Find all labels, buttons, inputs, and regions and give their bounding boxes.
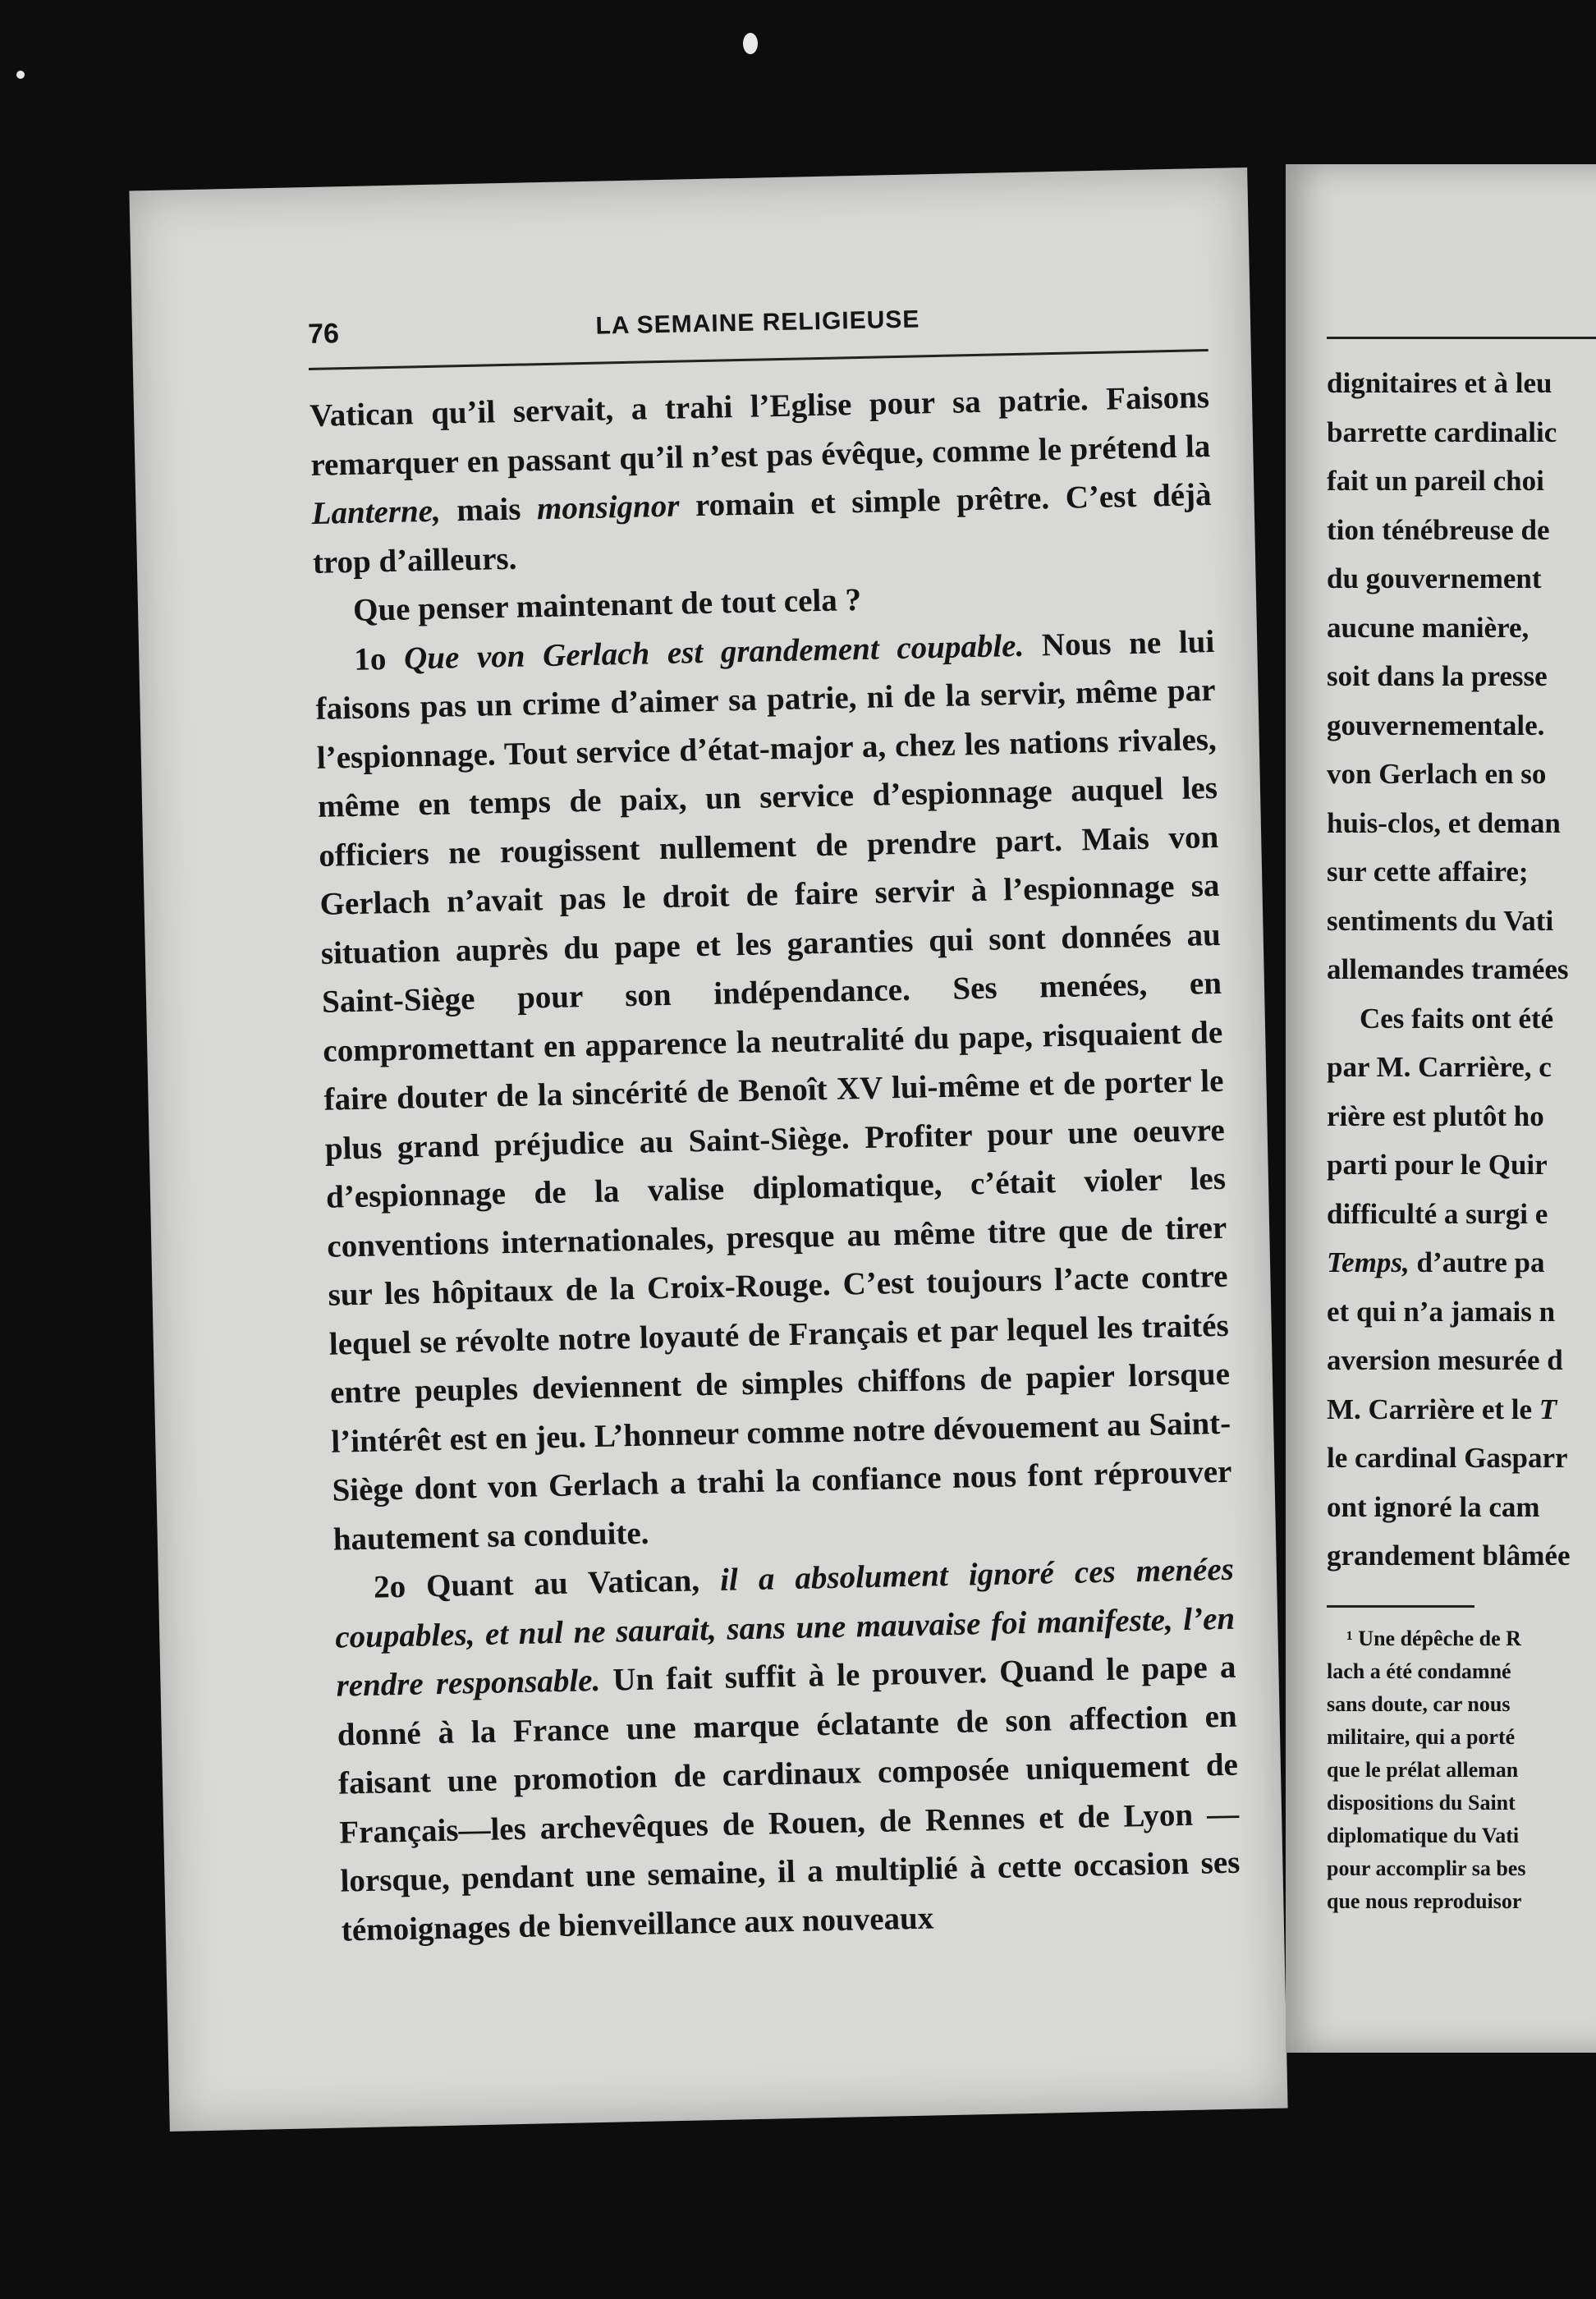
text-line: sentiments du Vati bbox=[1327, 904, 1554, 937]
text-line: parti pour le Quir bbox=[1327, 1149, 1548, 1181]
text-line: von Gerlach en so bbox=[1327, 758, 1547, 790]
text-line: huis-clos, et deman bbox=[1327, 806, 1561, 839]
footnote-line: sans doute, car nous bbox=[1327, 1691, 1511, 1716]
text-line: grandement blâmée bbox=[1327, 1540, 1571, 1572]
text-run: Vatican qu’il servait, a trahi l’Eglise pour sa patrie. Faisons remarquer en passant qu’il n’est pas évêque, comme le prétend la bbox=[309, 379, 1211, 483]
text-line: tion ténébreuse de bbox=[1327, 513, 1550, 546]
text-run: Nous ne lui faisons pas un crime d’aimer sa patrie, ni de la servir, même par l’espionnage. Tout service d’état-major a, chez les nations rivales, même en temps de paix, un service d’espionnage auquel les officiers ne rougissent nullement de prendre part. Mais von Gerlach n’avait pas le droit de faire servir à l’espionnage sa situation auprès du pape et les garanties qui sont données au Saint-Siège pour son indépendance. Ses menées, en compromettant en apparence la neutralité du pape, risquaient de faire douter de la sincérité de Benoît XV lui-même et de porter le plus grand préjudice au Saint-Siège. Profiter pour une oeuvre d’espionnage de la valise diplomatique, c’était violer les conventions internationales, presque au même titre que de tirer sur les hôpitaux de la Croix-Rouge. C’est toujours l’acte contre lequel se révolte notre loyauté de Français et par lequel les traités entre peuples deviennent de simples chiffons de papier lorsque l’intérêt est en jeu. L’honneur comme notre dévouement au Saint-Siège dont von Gerlach a trahi la confiance nous font réprouver hautement sa conduite. bbox=[315, 623, 1232, 1558]
text-line: M. Carrière et le T bbox=[1327, 1393, 1557, 1425]
text-line: fait un pareil choi bbox=[1327, 465, 1544, 497]
text-line: ont ignoré la cam bbox=[1327, 1490, 1540, 1523]
footnote-line: lach a été condamné bbox=[1327, 1659, 1511, 1683]
text-line: Ces faits ont été bbox=[1360, 1002, 1554, 1035]
scan-speck bbox=[16, 71, 25, 79]
text-line: soit dans la presse bbox=[1327, 660, 1548, 692]
footnote-line: diplomatique du Vati bbox=[1327, 1823, 1520, 1847]
text-run: Un fait suffit à le prouver. Quand le pape a donné à la France une marque éclatante de son affection en faisant une promotion de cardinaux composée uniquement de Français—les archevêques de Rouen, de Rennes et de Lyon — lorsque, pendant une semaine, il a multiplié à cette occasion ses témoignages de bienveillance aux nouveaux bbox=[337, 1649, 1241, 1948]
text-line: gouvernementale. bbox=[1327, 709, 1545, 741]
scan-speck bbox=[743, 33, 758, 54]
page-header bbox=[308, 300, 1208, 365]
text-line: Temps, d’autre pa bbox=[1327, 1246, 1545, 1278]
paragraph bbox=[310, 373, 1213, 587]
italic-run: Lanterne, bbox=[311, 493, 442, 531]
header-rule bbox=[1327, 337, 1596, 339]
body-text bbox=[310, 373, 1242, 1955]
text-run: romain et simple prêtre. C’est déjà trop d’ailleurs. bbox=[312, 477, 1212, 580]
left-page bbox=[129, 167, 1287, 2132]
page-number: 76 bbox=[307, 318, 340, 350]
right-page-body bbox=[1327, 359, 1596, 1581]
text-run: mais bbox=[440, 491, 538, 529]
text-line: du gouvernement bbox=[1327, 562, 1542, 594]
text-line: dignitaires et à leu bbox=[1327, 367, 1552, 399]
text-line: difficulté a surgi e bbox=[1327, 1197, 1548, 1230]
text-line: et qui n’a jamais n bbox=[1327, 1295, 1556, 1328]
text-line: sur cette affaire; bbox=[1327, 856, 1529, 888]
footnote-line: pour accomplir sa bes bbox=[1327, 1856, 1526, 1880]
footnote-line: que nous reproduisor bbox=[1327, 1888, 1522, 1913]
text-run: 2o Quant au Vatican, bbox=[373, 1562, 721, 1605]
text-line: le cardinal Gasparr bbox=[1327, 1442, 1568, 1474]
running-head: LA SEMAINE RELIGIEUSE bbox=[595, 305, 920, 340]
text-run: 1o bbox=[353, 640, 405, 677]
italic-run: il a absolument ignoré ces menées coupables, et nul ne saurait, sans une mauvaise foi manifeste, l’en rendre responsable. bbox=[334, 1551, 1236, 1704]
text-line: rière est plutôt ho bbox=[1327, 1099, 1544, 1132]
paragraph bbox=[333, 1545, 1241, 1955]
footnote-line: dispositions du Saint bbox=[1327, 1790, 1516, 1815]
footnote-rule bbox=[1327, 1605, 1474, 1608]
right-page-content bbox=[1327, 337, 1596, 1918]
text-line: allemandes tramées bbox=[1327, 953, 1569, 985]
italic-run: Que von Gerlach est grandement coupable. bbox=[403, 627, 1025, 677]
footnote-line: militaire, qui a porté bbox=[1327, 1724, 1516, 1749]
text-line: par M. Carrière, c bbox=[1327, 1051, 1552, 1083]
text-line: aversion mesurée d bbox=[1327, 1344, 1563, 1376]
paragraph: Que penser maintenant de tout cela ? bbox=[352, 581, 862, 628]
right-page bbox=[1286, 164, 1596, 2053]
text-line: aucune manière, bbox=[1327, 611, 1530, 644]
paragraph bbox=[314, 617, 1233, 1563]
left-page-content bbox=[308, 300, 1241, 1955]
footnote-line: que le prélat alleman bbox=[1327, 1757, 1519, 1782]
italic-run: monsignor bbox=[536, 488, 680, 527]
footnote-line: ¹ Une dépêche de R bbox=[1346, 1626, 1521, 1650]
footnotes bbox=[1327, 1605, 1596, 1918]
text-line: barrette cardinalic bbox=[1327, 415, 1557, 448]
